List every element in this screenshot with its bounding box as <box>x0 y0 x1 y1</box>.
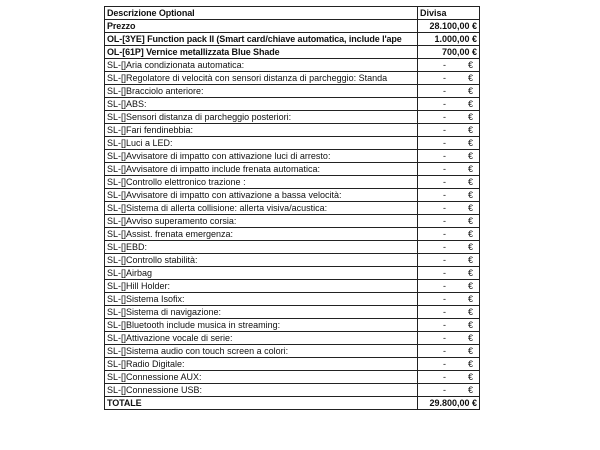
standard-option-value <box>418 319 480 332</box>
standard-option-description: SL-[]Connessione USB: <box>105 384 418 397</box>
standard-option-row <box>105 358 480 371</box>
standard-option-currency: € <box>467 138 473 148</box>
paid-option-description: OL-[61P] Vernice metallizzata Blue Shade <box>105 46 418 59</box>
standard-option-value <box>418 59 480 72</box>
standard-option-row <box>105 228 480 241</box>
standard-option-currency: € <box>467 86 473 96</box>
standard-option-currency: € <box>467 281 473 291</box>
standard-option-row <box>105 384 480 397</box>
standard-option-value <box>418 72 480 85</box>
standard-option-dash: - <box>443 60 446 70</box>
standard-option-description: SL-[]Controllo elettronico trazione : <box>105 176 418 189</box>
standard-option-description: SL-[]Avvisatore di impatto include frenata automatica: <box>105 163 418 176</box>
standard-option-value <box>418 241 480 254</box>
paid-option-row <box>105 33 480 46</box>
standard-option-row <box>105 280 480 293</box>
standard-option-dash: - <box>443 216 446 226</box>
standard-option-value <box>418 293 480 306</box>
standard-option-row <box>105 254 480 267</box>
standard-option-currency: € <box>467 60 473 70</box>
paid-option-description: OL-[3YE] Function pack II (Smart card/chiave automatica, include l'ape <box>105 33 418 46</box>
standard-option-dash: - <box>443 190 446 200</box>
standard-option-dash: - <box>443 229 446 239</box>
standard-option-row <box>105 306 480 319</box>
standard-option-description: SL-[]Connessione AUX: <box>105 371 418 384</box>
standard-option-currency: € <box>467 320 473 330</box>
standard-option-value <box>418 371 480 384</box>
standard-option-description: SL-[]Sistema Isofix: <box>105 293 418 306</box>
standard-option-description: SL-[]Bracciolo anteriore: <box>105 85 418 98</box>
standard-option-description: SL-[]Bluetooth include musica in streaming: <box>105 319 418 332</box>
standard-option-row <box>105 98 480 111</box>
standard-option-row <box>105 111 480 124</box>
standard-option-row <box>105 202 480 215</box>
standard-option-dash: - <box>443 320 446 330</box>
standard-option-row <box>105 163 480 176</box>
standard-option-dash: - <box>443 255 446 265</box>
standard-option-description: SL-[]EBD: <box>105 241 418 254</box>
standard-option-currency: € <box>467 125 473 135</box>
standard-option-row <box>105 332 480 345</box>
standard-option-dash: - <box>443 333 446 343</box>
standard-option-description: SL-[]Aria condizionata automatica: <box>105 59 418 72</box>
standard-option-value <box>418 202 480 215</box>
total-label: TOTALE <box>105 397 418 410</box>
header-description: Descrizione Optional <box>105 7 418 20</box>
standard-option-description: SL-[]Controllo stabilità: <box>105 254 418 267</box>
standard-option-row <box>105 150 480 163</box>
standard-option-value <box>418 137 480 150</box>
standard-option-row <box>105 59 480 72</box>
standard-option-row <box>105 137 480 150</box>
standard-option-row <box>105 72 480 85</box>
standard-option-value <box>418 124 480 137</box>
standard-option-dash: - <box>443 268 446 278</box>
price-label: Prezzo <box>105 20 418 33</box>
standard-option-value <box>418 98 480 111</box>
standard-option-value <box>418 163 480 176</box>
standard-option-dash: - <box>443 281 446 291</box>
standard-option-dash: - <box>443 203 446 213</box>
standard-option-description: SL-[]Airbag <box>105 267 418 280</box>
standard-option-dash: - <box>443 294 446 304</box>
header-row <box>105 7 480 20</box>
standard-option-value <box>418 254 480 267</box>
standard-option-currency: € <box>467 151 473 161</box>
standard-option-dash: - <box>443 112 446 122</box>
standard-option-value <box>418 176 480 189</box>
standard-option-currency: € <box>467 307 473 317</box>
standard-option-dash: - <box>443 242 446 252</box>
standard-option-description: SL-[]Avvisatore di impatto con attivazione luci di arresto: <box>105 150 418 163</box>
standard-option-value <box>418 111 480 124</box>
standard-option-description: SL-[]Sistema di allerta collisione: allerta visiva/acustica: <box>105 202 418 215</box>
standard-option-description: SL-[]Sensori distanza di parcheggio posteriori: <box>105 111 418 124</box>
paid-option-value: 1.000,00 € <box>418 33 480 46</box>
standard-option-currency: € <box>467 112 473 122</box>
standard-option-description: SL-[]Attivazione vocale di serie: <box>105 332 418 345</box>
standard-option-value <box>418 150 480 163</box>
standard-option-currency: € <box>467 73 473 83</box>
standard-option-value <box>418 280 480 293</box>
standard-option-currency: € <box>467 372 473 382</box>
standard-option-value <box>418 306 480 319</box>
standard-option-row <box>105 215 480 228</box>
price-row <box>105 20 480 33</box>
standard-option-currency: € <box>467 385 473 395</box>
standard-option-description: SL-[]Sistema di navigazione: <box>105 306 418 319</box>
standard-option-value <box>418 228 480 241</box>
standard-option-value <box>418 215 480 228</box>
standard-option-row <box>105 267 480 280</box>
standard-option-row <box>105 85 480 98</box>
standard-option-description: SL-[]Regolatore di velocità con sensori distanza di parcheggio: Standa <box>105 72 418 85</box>
standard-option-value <box>418 332 480 345</box>
standard-option-currency: € <box>467 216 473 226</box>
standard-option-dash: - <box>443 151 446 161</box>
standard-option-value <box>418 384 480 397</box>
standard-option-currency: € <box>467 359 473 369</box>
standard-option-dash: - <box>443 307 446 317</box>
standard-option-dash: - <box>443 346 446 356</box>
standard-option-value <box>418 345 480 358</box>
standard-option-dash: - <box>443 138 446 148</box>
standard-option-currency: € <box>467 268 473 278</box>
standard-option-currency: € <box>467 229 473 239</box>
standard-option-description: SL-[]Hill Holder: <box>105 280 418 293</box>
standard-option-currency: € <box>467 294 473 304</box>
standard-option-row <box>105 124 480 137</box>
total-value: 29.800,00 € <box>418 397 480 410</box>
standard-option-value <box>418 85 480 98</box>
standard-option-dash: - <box>443 177 446 187</box>
standard-option-currency: € <box>467 333 473 343</box>
standard-option-dash: - <box>443 99 446 109</box>
standard-option-dash: - <box>443 385 446 395</box>
table-body <box>105 7 480 410</box>
standard-option-currency: € <box>467 164 473 174</box>
standard-option-dash: - <box>443 73 446 83</box>
standard-option-dash: - <box>443 164 446 174</box>
total-row <box>105 397 480 410</box>
standard-option-description: SL-[]ABS: <box>105 98 418 111</box>
paid-option-value: 700,00 € <box>418 46 480 59</box>
standard-option-dash: - <box>443 359 446 369</box>
standard-option-currency: € <box>467 203 473 213</box>
price-value: 28.100,00 € <box>418 20 480 33</box>
standard-option-value <box>418 358 480 371</box>
standard-option-row <box>105 371 480 384</box>
standard-option-description: SL-[]Assist. frenata emergenza: <box>105 228 418 241</box>
standard-option-dash: - <box>443 125 446 135</box>
standard-option-currency: € <box>467 177 473 187</box>
standard-option-currency: € <box>467 346 473 356</box>
optional-price-table <box>104 6 480 410</box>
standard-option-dash: - <box>443 86 446 96</box>
standard-option-row <box>105 176 480 189</box>
standard-option-row <box>105 345 480 358</box>
standard-option-description: SL-[]Avvisatore di impatto con attivazione a bassa velocità: <box>105 189 418 202</box>
standard-option-currency: € <box>467 255 473 265</box>
standard-option-dash: - <box>443 372 446 382</box>
standard-option-currency: € <box>467 99 473 109</box>
standard-option-row <box>105 241 480 254</box>
standard-option-currency: € <box>467 242 473 252</box>
standard-option-currency: € <box>467 190 473 200</box>
standard-option-row <box>105 319 480 332</box>
standard-option-description: SL-[]Luci a LED: <box>105 137 418 150</box>
standard-option-description: SL-[]Sistema audio con touch screen a colori: <box>105 345 418 358</box>
standard-option-row <box>105 293 480 306</box>
paid-option-row <box>105 46 480 59</box>
standard-option-description: SL-[]Avviso superamento corsia: <box>105 215 418 228</box>
standard-option-value <box>418 189 480 202</box>
standard-option-value <box>418 267 480 280</box>
standard-option-row <box>105 189 480 202</box>
standard-option-description: SL-[]Fari fendinebbia: <box>105 124 418 137</box>
header-currency: Divisa <box>418 7 480 20</box>
standard-option-description: SL-[]Radio Digitale: <box>105 358 418 371</box>
